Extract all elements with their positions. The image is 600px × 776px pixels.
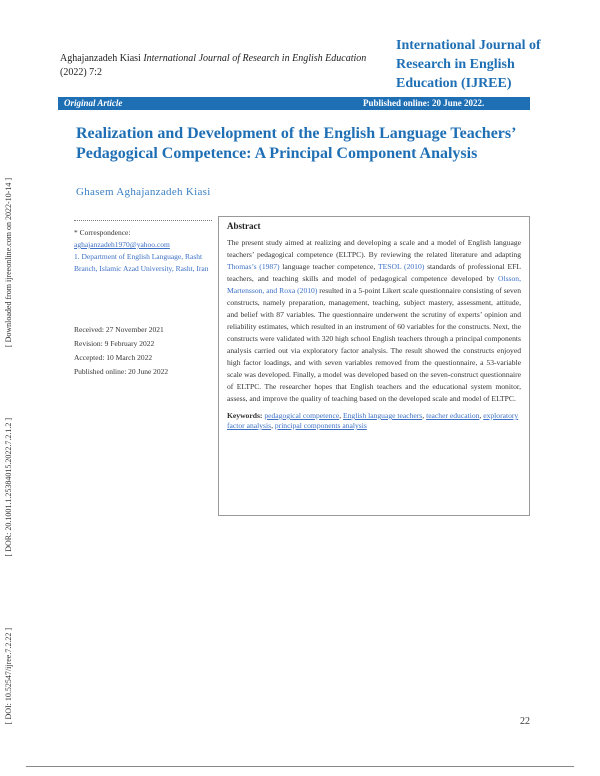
citation-issue: (2022) 7:2 (60, 67, 102, 78)
keywords-line: Keywords: pedagogical competence, English language teachers, teacher education, exploratory factor analysis, principal components analysis (227, 411, 519, 430)
journal-name: International Journal of Research in English Education (IJREE) (396, 38, 541, 91)
article-band (58, 97, 530, 110)
page-number: 22 (520, 716, 530, 727)
correspondence-label: * Correspondence: (74, 228, 131, 237)
citation-olsson[interactable]: Olsson, Martensson, and Roxa (2010) (227, 274, 521, 295)
abstract-box (218, 216, 530, 516)
date-published: Published online: 20 June 2022 (74, 367, 169, 376)
abstract-seg-3: standards of professional EFL teachers, and teaching skills and model of pedagogical competence developed by (227, 262, 521, 283)
downloaded-sidebar: [ Downloaded from ijreeonline.com on 2022-10-14 ] (4, 178, 13, 348)
article-title: Realization and Development of the English Language Teachers’ Pedagogical Competence: A Principal Component Analysis (76, 125, 516, 162)
keyword-link[interactable]: principal components analysis (274, 421, 367, 430)
abstract-seg-1: The present study aimed at realizing and developing a scale and a model of English language teachers’ pedagogical competence (ELTPC). By reviewing the related literature and adapting (227, 238, 521, 259)
citation-author: Aghajanzadeh Kiasi (60, 53, 141, 64)
abstract-heading: Abstract (227, 221, 261, 231)
keyword-link[interactable]: English language teachers (342, 411, 423, 420)
footer-rule (26, 766, 574, 767)
affiliation: 1. Department of English Language, Rasht Branch, Islamic Azad University, Rasht, Iran (74, 252, 209, 273)
correspondence-email[interactable]: aghajanzadeh1970@yahoo.com (74, 240, 170, 249)
abstract-text (227, 237, 521, 405)
date-received: Received: 27 November 2021 (74, 325, 164, 334)
keyword-link[interactable]: pedagogical competence (264, 411, 340, 420)
author-name: Ghasem Aghajanzadeh Kiasi (76, 186, 211, 198)
dates-block (74, 323, 214, 379)
citation-journal: International Journal of Research in English Education (143, 53, 367, 64)
published-online-band: Published online: 20 June 2022. (363, 98, 485, 108)
article-type: Original Article (64, 98, 123, 108)
citation-thomas[interactable]: Thomas’s (1987) (227, 262, 280, 271)
keywords-label: Keywords: (227, 411, 263, 420)
date-revision: Revision: 9 February 2022 (74, 339, 155, 348)
dor-sidebar: [ DOR: 20.1001.1.25384015.2022.7.2.1.2 ] (4, 418, 13, 557)
correspondence-block (74, 220, 212, 275)
abstract-seg-2: language teacher competence, (279, 262, 378, 271)
keyword-link[interactable]: exploratory factor analysis (227, 411, 519, 430)
keyword-link[interactable]: teacher education (426, 411, 480, 420)
citation-tesol[interactable]: TESOL (2010) (377, 262, 425, 271)
date-accepted: Accepted: 10 March 2022 (74, 353, 153, 362)
abstract-seg-4: resulted in a 5-point Likert scale questionnaire consisting of seven constructs, namely preparation, management, teaching, subject mastery, assessment, attitude, and belief with 87 variables. The questionnaire underwent the scrutiny of experts’ opinion and reliability estimates, which resulted in an instrument of 60 variables for the constructs. Next, the constructs were validated with 320 high school English teachers through a principal components analysis carried out via exploratory factor analysis. The result showed the constructs enjoyed high factor loadings, and with seven variables removed from the questionnaire, a 53-variable scale was developed. Finally, a model was developed based on the seven-construct questionnaire of ELTPC. The researcher hopes that English teachers and the educational system monitor, assess, and improve the quality of teaching based on the developed scale and model of ELTPC. (227, 286, 522, 403)
running-citation (60, 52, 366, 80)
doi-sidebar: [ DOI: 10.52547/ijree.7.2.22 ] (4, 628, 13, 725)
